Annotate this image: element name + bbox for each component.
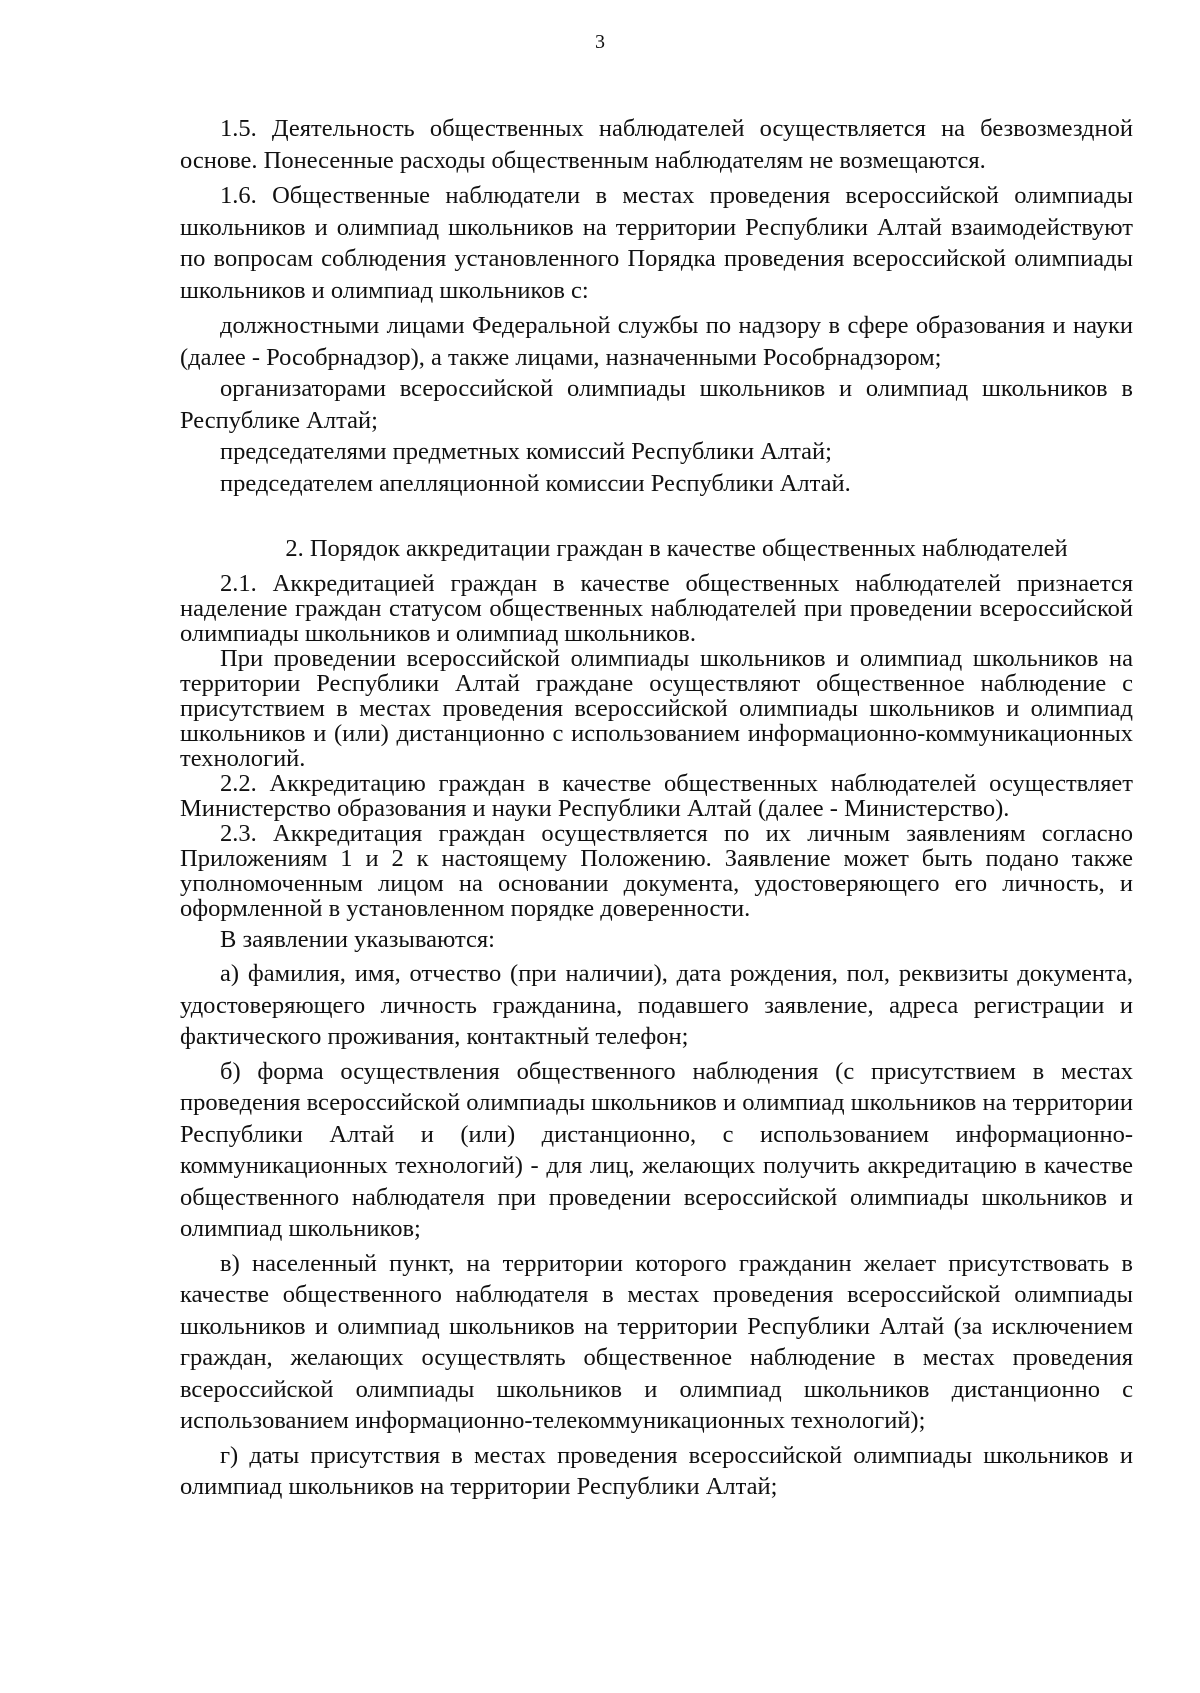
- paragraph-observation-forms: При проведении всероссийской олимпиады школьников и олимпиад школьников на территории Республики Алтай граждане осуществляют общественное наблюдение с присутствием в местах проведения всероссийской олимпиады школьников и олимпиад школьников и (или) дистанционно с использованием информационно-коммуникационных технологий.: [180, 644, 1133, 772]
- paragraph-2-2: 2.2. Аккредитацию граждан в качестве общественных наблюдателей осуществляет Министерство образования и науки Республики Алтай (далее - Министерство).: [180, 769, 1133, 822]
- paragraph-chair-appeal: председателем апелляционной комиссии Республики Алтай.: [220, 469, 851, 497]
- paragraph-1-5: 1.5. Деятельность общественных наблюдателей осуществляется на безвозмездной основе. Понесенные расходы общественным наблюдателям не возмещаются.: [180, 115, 1133, 174]
- paragraph-chairs-subject: председателями предметных комиссий Республики Алтай;: [220, 438, 832, 465]
- paragraph-application-contents: В заявлении указываются:: [220, 925, 495, 953]
- list-item-a: а) фамилия, имя, отчество (при наличии), дата рождения, пол, реквизиты документа, удостоверяющего личность гражданина, подавшего заявление, адреса регистрации и фактического проживания, контактный телефон;: [180, 960, 1133, 1050]
- page-number: 3: [595, 31, 605, 53]
- paragraph-1-6: 1.6. Общественные наблюдатели в местах проведения всероссийской олимпиады школьников и олимпиад школьников на территории Республики Алтай взаимодействуют по вопросам соблюдения установленного Порядка проведения всероссийской олимпиады школьников и олимпиад школьников с:: [180, 182, 1133, 304]
- document-body: [180, 113, 1133, 1503]
- list-item-g: г) даты присутствия в местах проведения всероссийской олимпиады школьников и олимпиад школьников на территории Республики Алтай;: [180, 1441, 1133, 1500]
- list-item-b: б) форма осуществления общественного наблюдения (с присутствием в местах проведения всероссийской олимпиады школьников и олимпиад школьников на территории Республики Алтай и (или) дистанционно, с использованием информационно-коммуникационных технологий) - для лиц, желающих получить аккредитацию в качестве общественного наблюдателя при проведении всероссийской олимпиады школьников и олимпиад школьников;: [180, 1057, 1133, 1242]
- section-heading: 2. Порядок аккредитации граждан в качестве общественных наблюдателей: [285, 535, 1068, 562]
- paragraph-officials: должностными лицами Федеральной службы по надзору в сфере образования и науки (далее - Рособрнадзор), а также лицами, назначенными Рособрнадзором;: [180, 312, 1133, 371]
- list-item-v: в) населенный пункт, на территории которого гражданин желает присутствовать в качестве общественного наблюдателя в местах проведения всероссийской олимпиады школьников и олимпиад школьников на территории Республики Алтай (за исключением граждан, желающих осуществлять общественное наблюдение в местах проведения всероссийской олимпиады школьников и олимпиад школьников дистанционно с использованием информационно-телекоммуникационных технологий);: [180, 1249, 1133, 1434]
- paragraph-2-3: 2.3. Аккредитация граждан осуществляется по их личным заявлениям согласно Приложениям 1 и 2 к настоящему Положению. Заявление может быть подано также уполномоченным лицом на основании документа, удостоверяющего его личность, и оформленной в установленном порядке доверенности.: [180, 819, 1133, 922]
- paragraph-2-1: 2.1. Аккредитацией граждан в качестве общественных наблюдателей признается наделение граждан статусом общественных наблюдателей при проведении всероссийской олимпиады школьников и олимпиад школьников.: [180, 569, 1133, 647]
- paragraph-organizers: организаторами всероссийской олимпиады школьников и олимпиад школьников в Республике Алтай;: [180, 375, 1133, 434]
